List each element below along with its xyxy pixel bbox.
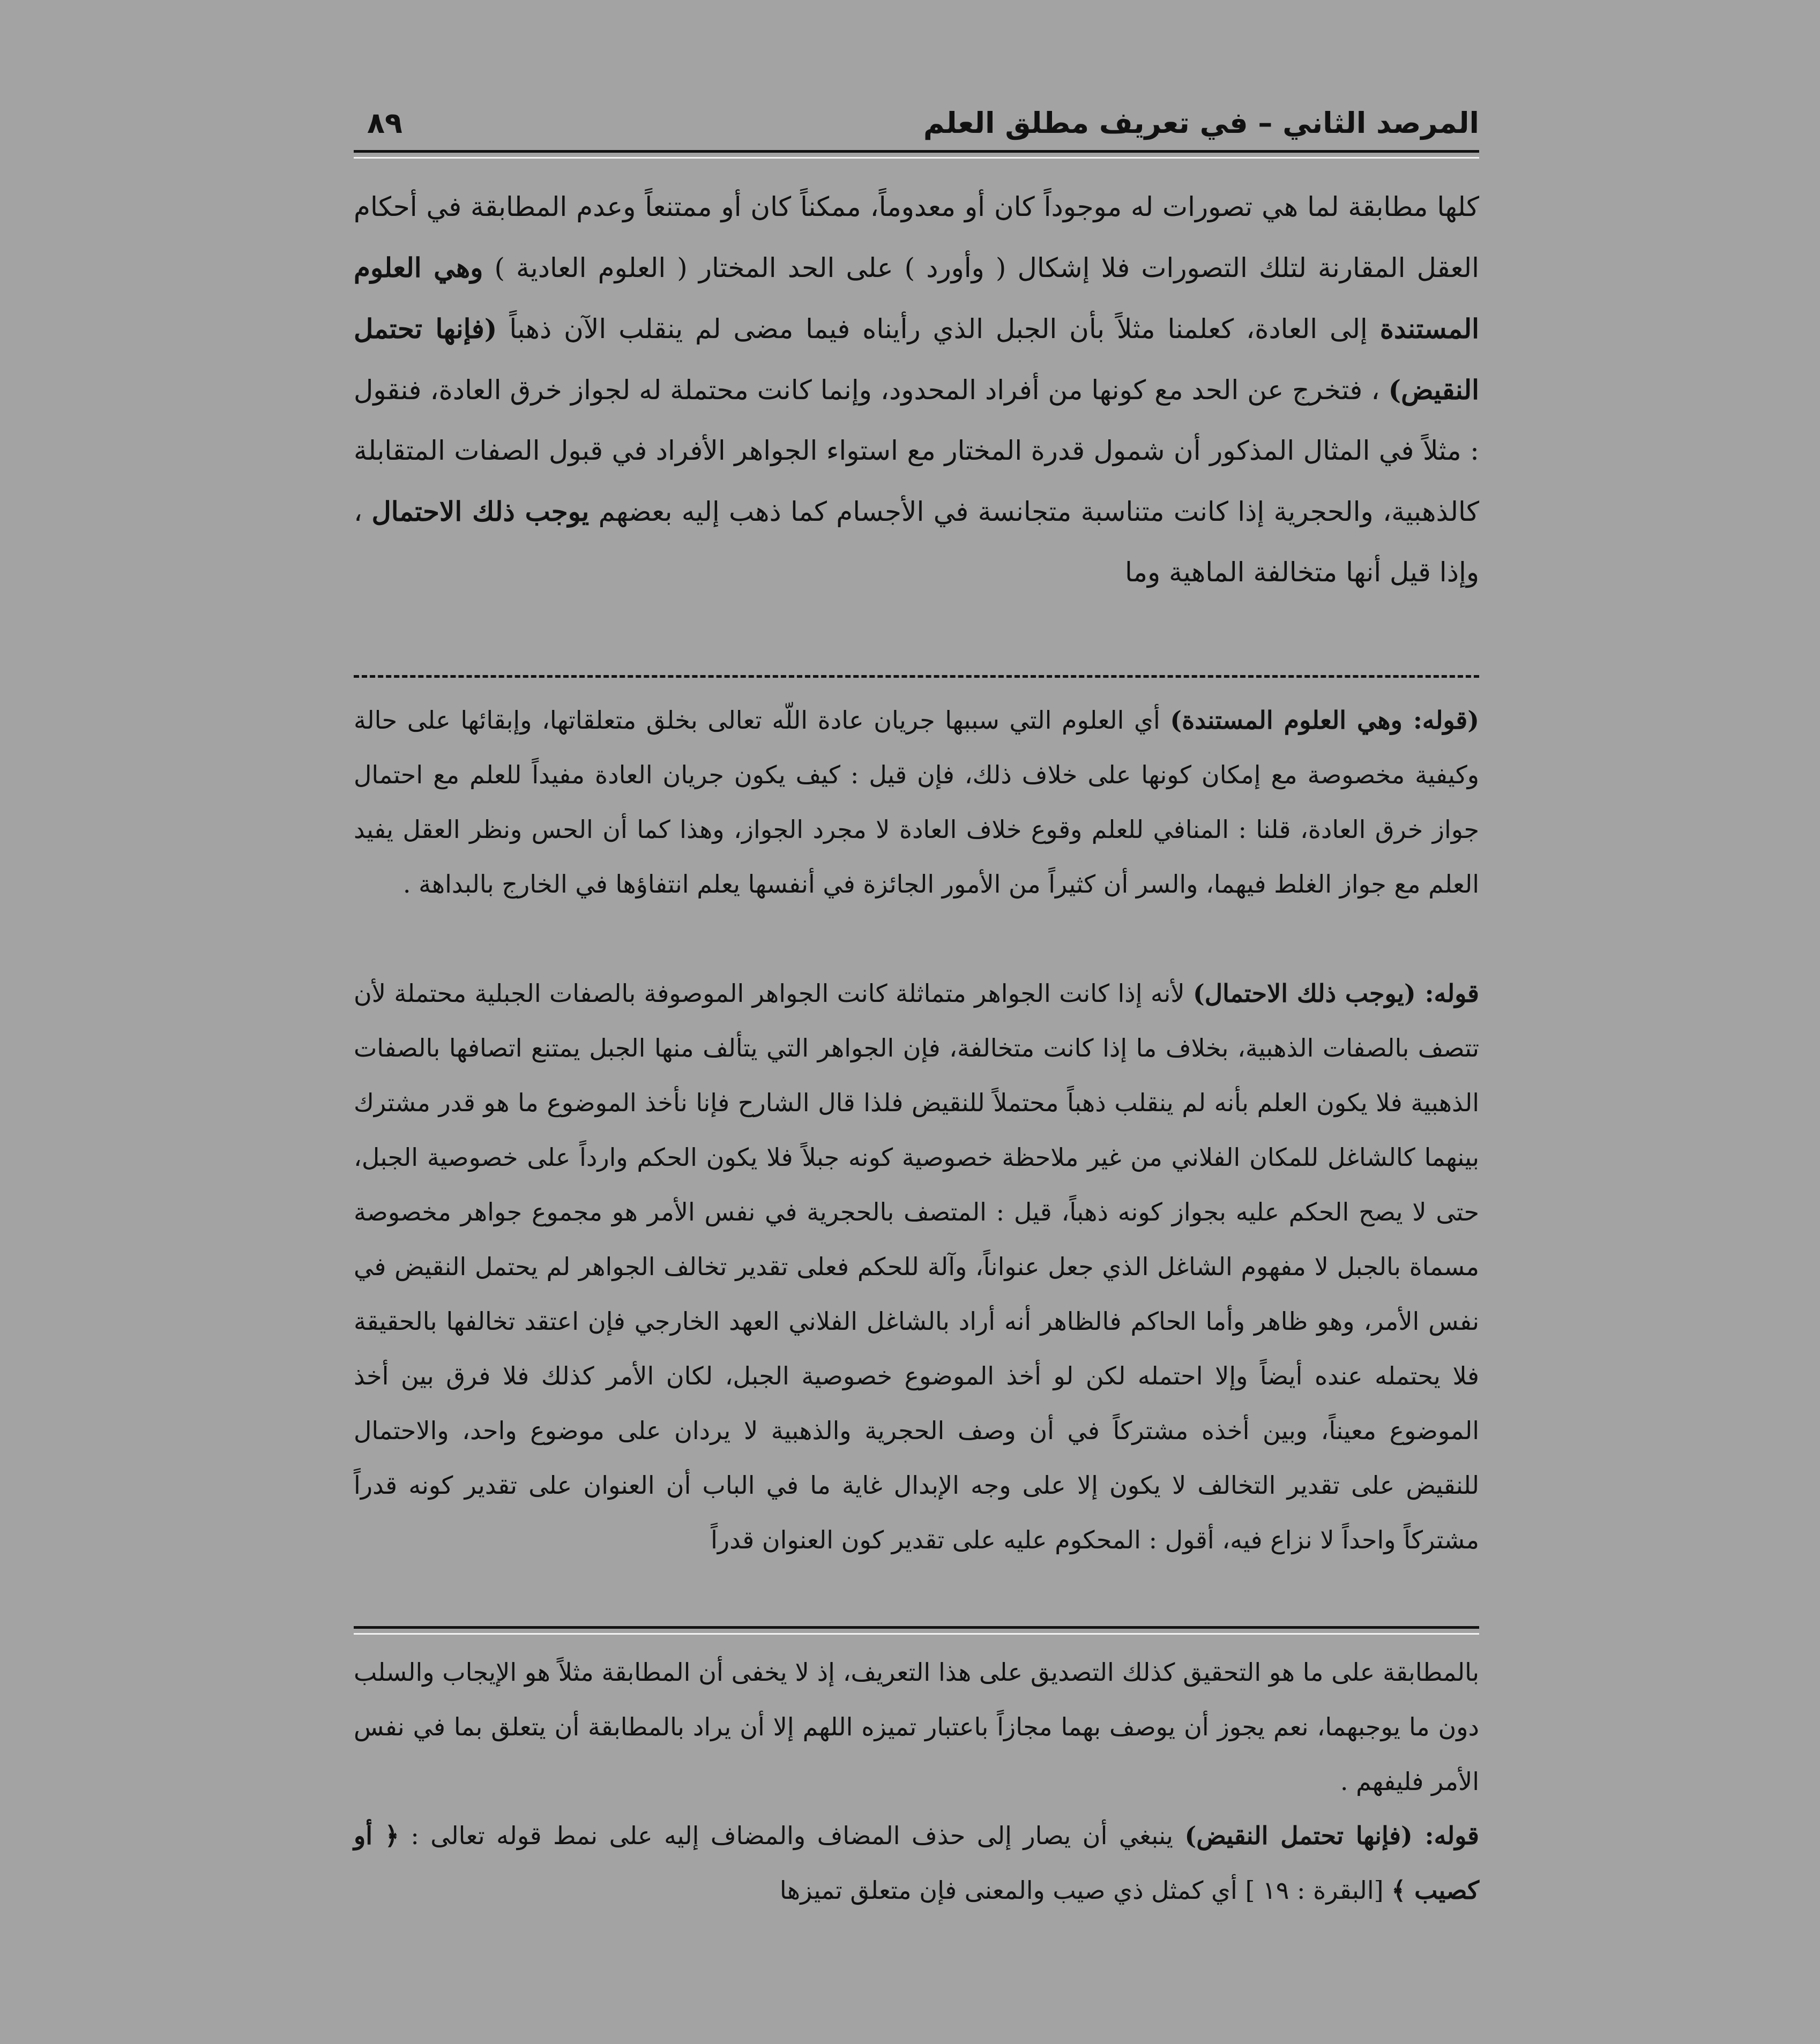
commentary-paragraph-1 [354,693,1479,911]
commentary-text: لأنه إذا كانت الجواهر متماثلة كانت الجواهر الموصوفة بالصفات الجبلية محتملة لأن تتصف بالصفات الذهبية، بخلاف ما إذا كانت متخالفة، فإن الجواهر التي يتألف منها الجبل يمتنع اتصافها بالصفات الذهبية فلا يكون العلم بأنه لم ينقلب ذهباً محتملاً للنقيض فلذا قال الشارح فإنا نأخذ الموضوع ما هو قدر مشترك بينهما كالشاغل للمكان الفلاني من غير ملاحظة خصوصية كونه جبلاً فلا يكون الحكم وارداً على خصوصية الجبل، حتى لا يصح الحكم عليه بجواز كونه ذهباً، قيل : المتصف بالحجرية في نفس الأمر هو مجموع جواهر مخصوصة مسماة بالجبل لا مفهوم الشاغل الذي جعل عنواناً، وآلة للحكم فعلى تقدير تخالف الجواهر لم يحتمل النقيض في نفس الأمر، وهو ظاهر وأما الحاكم فالظاهر أنه أراد بالشاغل الفلاني العهد الخارجي فإن اعتقد تخالفها بالحقيقة فلا يحتمله عنده أيضاً وإلا احتمله لكن لو أخذ الموضوع خصوصية الجبل، لكان الأمر كذلك فلا فرق بين أخذ الموضوع معيناً، وبين أخذه مشتركاً في أن وصف الحجرية والذهبية لا يردان على موضوع واحد، والاحتمال للنقيض على تقدير التخالف لا يكون إلا على وجه الإبدال غاية ما في الباب أن العنوان على تقدير كونه قدراً مشتركاً واحداً لا نزاع فيه، أقول : المحكوم عليه على تقدير كون العنوان قدراً [354,979,1480,1554]
main-text-segment: ، وإذا قيل أنها متخالفة الماهية وما [354,496,1479,588]
lower-commentary-text: ينبغي أن يصار إلى حذف المضاف والمضاف إليه على نمط قوله تعالى : [411,1821,1173,1850]
main-text-segment: ، فتخرج عن الحد مع كونها من أفراد المحدود، وإنما كانت محتملة له لجواز خرق العادة، فنقول : مثلاً في المثال المذكور أن شمول قدرة المختار مع استواء الجواهر الأفراد في قبول الصفات المتقابلة كالذهبية، والحجرية إذا كانت متناسبة متجانسة في الأجسام كما ذهب إليه بعضهم [354,375,1480,527]
header-rule [354,150,1479,159]
commentary-lemma: (قوله: وهي العلوم المستندة) [1170,706,1479,735]
page-header [354,99,1479,147]
main-text-bold-segment: وهي العلوم المستندة [354,252,1479,345]
lower-commentary-text: أي كمثل ذي صيب والمعنى فإن متعلق تميزها [779,1876,1237,1905]
book-page [354,99,1479,1921]
dashed-separator [354,675,1479,678]
main-text-bold-segment: يوجب ذلك الاحتمال [371,496,590,527]
main-text-segment: كلها مطابقة لما هي تصورات له موجوداً كان أو معدوماً، ممكناً كان أو ممتنعاً وعدم المطابقة في أحكام العقل المقارنة لتلك التصورات فلا إشكال ( وأورد ) على الحد المختار ( العلوم العادية ) [354,191,1479,283]
main-text-segment: إلى العادة، كعلمنا مثلاً بأن الجبل الذي رأيناه فيما مضى لم ينقلب الآن ذهباً [509,313,1368,345]
main-text-bold-segment: (فإنها تحتمل النقيض) [354,313,1479,406]
commentary-text: أي العلوم التي سببها جريان عادة اللّه تعالى بخلق متعلقاتها، وإبقائها على حالة وكيفية مخصوصة مع إمكان كونها على خلاف ذلك، فإن قيل : كيف يكون جريان العادة مفيداً للعلم مع احتمال جواز خرق العادة، قلنا : المنافي للعلم وقوع خلاف العادة لا مجرد الجواز، وهذا كما أن الحس ونظر العقل يفيد العلم مع جواز الغلط فيهما، والسر أن كثيراً من الأمور الجائزة في أنفسها يعلم انتفاؤها في الخارج بالبداهة . [354,706,1479,899]
page-number: ٨٩ [367,106,402,140]
lower-commentary-text: بالمطابقة على ما هو التحقيق كذلك التصديق على هذا التعريف، إذ لا يخفى أن المطابقة مثلاً هو الإيجاب والسلب دون ما يوجبهما، نعم يجوز أن يوصف بهما مجازاً باعتبار تميزه اللهم إلا أن يراد بالمطابقة أن يتعلق بما في نفس الأمر فليفهم . [354,1658,1479,1796]
commentary-lemma: قوله: (يوجب ذلك الاحتمال) [1192,979,1479,1008]
quran-quote: ﴿ أو كصيب ﴾ [354,1821,1479,1905]
main-text [354,177,1479,603]
lower-commentary-paragraph-2 [354,1808,1479,1918]
commentary-paragraph-2 [354,966,1479,1567]
lower-rule [354,1626,1479,1635]
running-title: المرصد الثاني – في تعريف مطلق العلم [923,106,1479,140]
lower-commentary-paragraph-1 [354,1645,1479,1809]
commentary-lemma: قوله: (فإنها تحتمل النقيض) [1184,1821,1480,1850]
quran-reference: [البقرة : ١٩ ] [1245,1876,1384,1905]
